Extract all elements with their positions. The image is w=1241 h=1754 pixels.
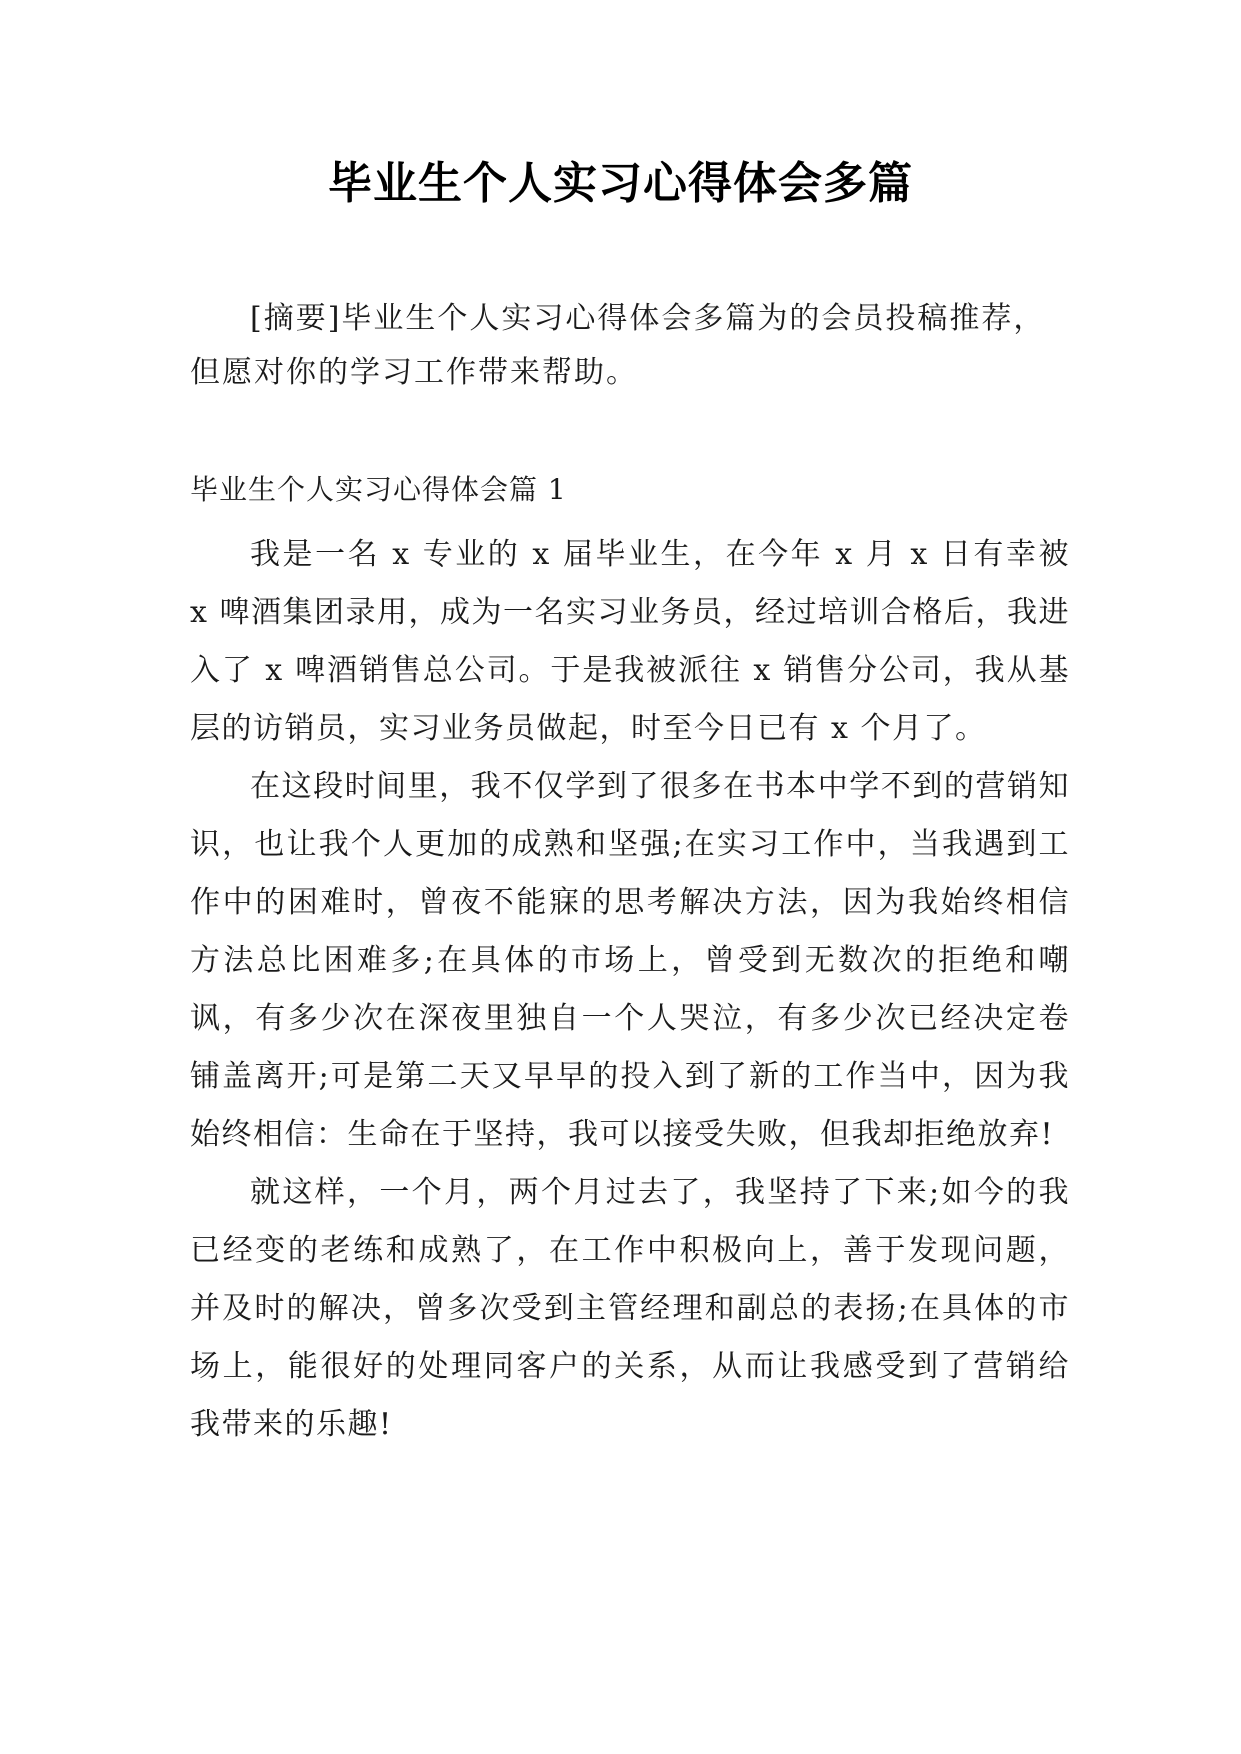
body-paragraph-2: 在这段时间里，我不仅学到了很多在书本中学不到的营销知识，也让我个人更加的成熟和坚强;在实习工作中，当我遇到工作中的困难时，曾夜不能寐的思考解决方法，因为我始终相信方法总比困难多;在具体的市场上，曾受到无数次的拒绝和嘲讽，有多少次在深夜里独自一个人哭泣，有多少次已经决定卷铺盖离开;可是第二天又早早的投入到了新的工作当中，因为我始终相信：生命在于坚持，我可以接受失败，但我却拒绝放弃! [190, 769, 1070, 1152]
body-text [190, 526, 1070, 1454]
body-paragraph-3: 就这样，一个月，两个月过去了，我坚持了下来;如今的我已经变的老练和成熟了，在工作中积极向上，善于发现问题，并及时的解决，曾多次受到主管经理和副总的表扬;在具体的市场上，能很好的处理同客户的关系，从而让我感受到了营销给我带来的乐趣! [190, 1175, 1070, 1442]
section-heading: 毕业生个人实习心得体会篇 1 [190, 473, 567, 506]
abstract-paragraph: [摘要]毕业生个人实习心得体会多篇为的会员投稿推荐，但愿对你的学习工作带来帮助。 [190, 301, 1046, 390]
document-title: 毕业生个人实习心得体会多篇 [328, 158, 913, 209]
body-paragraph-1: 我是一名 x 专业的 x 届毕业生，在今年 x 月 x 日有幸被 x 啤酒集团录用，成为一名实习业务员，经过培训合格后，我进入了 x 啤酒销售总公司。于是我被派往 x 销售分公司，我从基层的访销员，实习业务员做起，时至今日已有 x 个月了。 [190, 537, 1070, 746]
